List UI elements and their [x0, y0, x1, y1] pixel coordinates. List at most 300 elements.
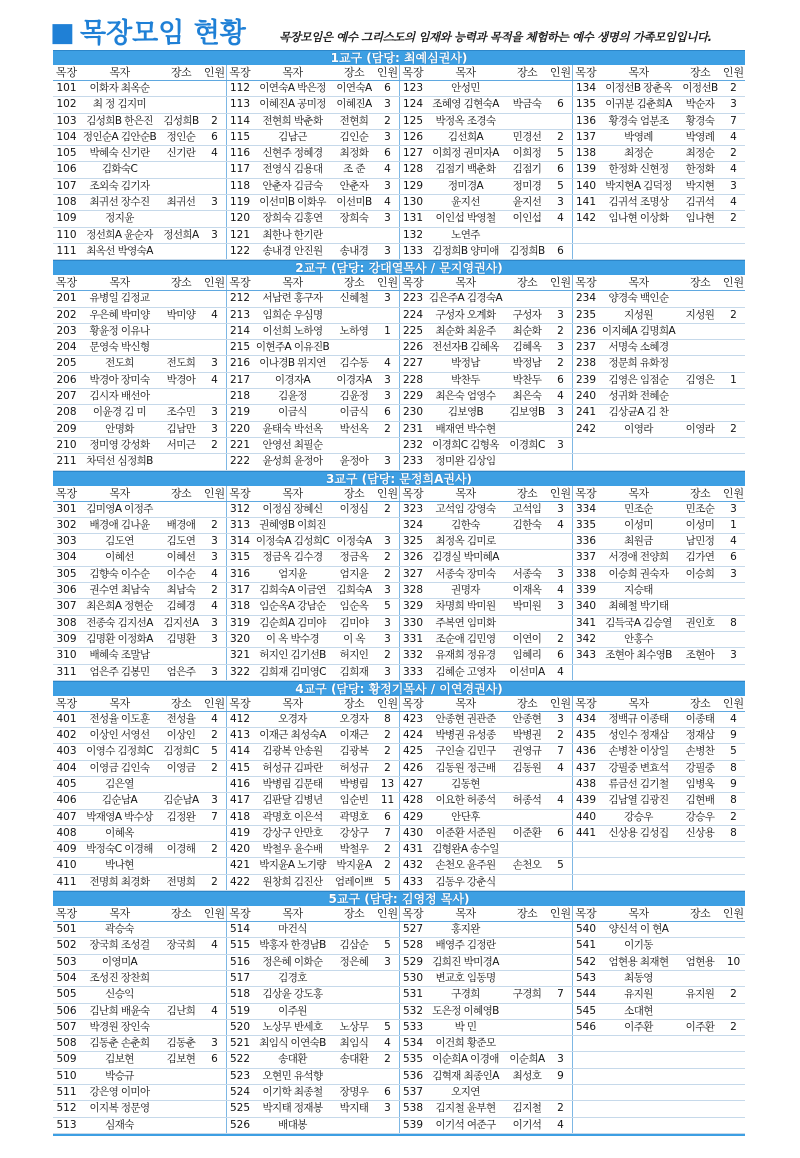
group-number-cell: 508 [56, 1037, 77, 1050]
place-cell [678, 1069, 722, 1084]
headcount-cell [549, 1020, 572, 1035]
headcount-cell: 5 [211, 745, 218, 758]
leader-cell [599, 244, 678, 259]
headcount-cell [203, 922, 226, 937]
headcount-cell: 4 [730, 163, 737, 176]
place-cell: 이영라 [685, 422, 715, 435]
column-header-place: 장소 [170, 907, 192, 921]
headcount-cell [376, 308, 399, 323]
leader-cell: 김선희A [447, 130, 484, 143]
headcount-cell [203, 1069, 226, 1084]
place-cell: 조수민 [166, 406, 196, 419]
leader-cell: 정미영 강성화 [89, 438, 150, 451]
headcount-cell: 6 [384, 147, 391, 160]
place-cell: 강필중 [685, 761, 715, 774]
leader-cell: 안춘자 김금숙 [262, 179, 323, 192]
headcount-cell: 8 [384, 712, 391, 725]
group-number-cell: 331 [399, 632, 426, 647]
group-number-cell: 209 [56, 422, 77, 435]
column-header-leader: 목자 [628, 907, 649, 921]
place-cell: 박경아 [166, 373, 196, 386]
headcount-cell: 3 [730, 649, 737, 662]
column-header-headcount: 인원 [722, 907, 745, 921]
leader-cell: 원창희 김진산 [262, 875, 323, 888]
group-number-cell: 129 [399, 179, 426, 194]
leader-cell: 허지인 김기선B [259, 649, 326, 662]
group-number-cell: 428 [399, 793, 426, 808]
leader-cell: 윤태숙 박선옥 [262, 422, 323, 435]
leader-cell: 김미영A 이정주 [86, 502, 153, 515]
headcount-cell: 4 [211, 712, 218, 725]
column-header-row [53, 275, 745, 291]
group-number-cell: 407 [56, 810, 77, 823]
headcount-cell: 5 [557, 179, 564, 192]
group-number-cell: 423 [399, 712, 426, 727]
place-cell [678, 340, 722, 355]
group-number-cell: 301 [56, 502, 77, 515]
group-number-cell: 212 [226, 291, 253, 306]
headcount-cell: 5 [384, 939, 391, 952]
leader-cell: 박재영A 박수상 [86, 810, 153, 823]
headcount-cell: 6 [557, 98, 564, 111]
leader-cell: 신현주 정혜경 [262, 147, 323, 160]
column-header-group-number: 목장 [55, 66, 78, 79]
group-number-cell: 401 [56, 712, 77, 725]
headcount-cell: 3 [384, 98, 391, 111]
group-number-cell: 307 [56, 600, 77, 613]
leader-cell: 김득국A 김승열 [605, 616, 672, 629]
headcount-cell [549, 971, 572, 986]
leader-cell: 김명환 이정화A [86, 632, 153, 645]
leader-cell: 박지윤A 노기량 [259, 859, 326, 872]
headcount-cell [203, 81, 226, 96]
place-cell: 이준환 [512, 826, 542, 839]
place-cell [159, 777, 203, 792]
group-number-cell: 306 [56, 584, 77, 597]
place-cell: 최임식 [339, 1037, 369, 1050]
leader-cell: 서명숙 소혜경 [608, 341, 669, 354]
headcount-cell [203, 502, 226, 517]
table-row [53, 793, 745, 809]
group-number-cell: 433 [399, 875, 426, 890]
leader-cell: 이혜옥 [105, 826, 134, 839]
group-number-cell: 501 [56, 923, 77, 936]
place-cell: 이재옥 [512, 584, 542, 597]
leader-cell: 최귀선 장수진 [89, 196, 150, 209]
leader-cell: 안종현 권관준 [435, 712, 496, 725]
headcount-cell [722, 438, 745, 453]
group-number-cell: 512 [56, 1102, 77, 1115]
place-cell [159, 826, 203, 841]
leader-cell: 박 민 [454, 1020, 477, 1033]
headcount-cell: 2 [384, 551, 391, 564]
group-number-cell: 217 [226, 373, 253, 388]
leader-cell: 전영식 김용대 [262, 163, 323, 176]
leader-cell [599, 454, 678, 469]
place-cell: 손병찬 [685, 745, 715, 758]
group-number-cell: 321 [226, 648, 253, 663]
place-cell: 최정순 [685, 147, 715, 160]
place-cell [678, 583, 722, 598]
column-header-place: 장소 [689, 696, 711, 710]
headcount-cell: 6 [211, 1053, 218, 1066]
place-cell: 최귀선 [166, 196, 196, 209]
headcount-cell: 4 [557, 390, 564, 403]
headcount-cell [722, 938, 745, 953]
leader-cell [599, 1069, 678, 1084]
headcount-cell: 3 [211, 794, 218, 807]
place-cell [159, 340, 203, 355]
leader-cell: 이인섭 박영철 [435, 212, 496, 225]
headcount-cell: 9 [730, 729, 737, 742]
headcount-cell: 2 [557, 130, 564, 143]
headcount-cell: 6 [384, 82, 391, 94]
headcount-cell: 10 [726, 955, 741, 968]
column-header-leader: 목자 [455, 696, 476, 710]
group-number-cell [572, 842, 599, 857]
leader-cell: 이희정 권미자A [432, 147, 499, 160]
place-cell [678, 438, 722, 453]
headcount-cell [203, 340, 226, 355]
leader-cell: 성귀화 전혜순 [608, 390, 669, 403]
leader-cell: 구인술 김민구 [435, 745, 496, 758]
leader-cell: 소대현 [624, 1004, 653, 1017]
headcount-cell: 7 [384, 826, 391, 839]
leader-cell [599, 875, 678, 890]
headcount-cell: 2 [557, 632, 564, 645]
leader-cell: 권명자 [451, 584, 480, 597]
group-number-cell: 537 [399, 1085, 426, 1100]
place-cell: 박미양 [166, 308, 196, 321]
place-cell: 남민정 [685, 535, 715, 548]
leader-cell: 김희진 박미경A [432, 955, 499, 968]
leader-cell: 장희숙 김홍연 [262, 212, 323, 225]
group-number-cell: 204 [56, 341, 77, 354]
headcount-cell: 2 [211, 584, 218, 597]
column-header-group-number: 목장 [572, 906, 599, 921]
column-header-group-number: 목장 [226, 696, 253, 711]
headcount-cell: 4 [211, 373, 218, 386]
place-cell [678, 389, 722, 404]
place-cell: 김미야 [339, 616, 369, 629]
table-row [53, 616, 745, 632]
leader-cell: 강필중 변효석 [608, 761, 669, 774]
table-row [53, 162, 745, 178]
place-cell: 김가연 [685, 551, 715, 564]
parish-section-3 [53, 471, 745, 681]
place-cell: 이인섭 [512, 212, 542, 225]
headcount-cell: 3 [384, 584, 391, 597]
group-number-cell: 325 [399, 534, 426, 549]
headcount-cell [376, 1004, 399, 1019]
leader-cell: 조혜영 김현숙A [432, 98, 499, 111]
headcount-cell: 2 [384, 502, 391, 515]
group-number-cell: 206 [56, 373, 77, 386]
headcount-cell: 3 [211, 535, 218, 548]
headcount-cell: 2 [557, 357, 564, 370]
leader-cell: 이혜선 [105, 551, 134, 564]
place-cell: 최정화 [339, 147, 369, 160]
place-cell: 이상인 [166, 729, 196, 742]
leader-cell: 박찬두 [451, 373, 480, 386]
place-cell [678, 938, 722, 953]
headcount-cell [722, 356, 745, 371]
place-cell [332, 308, 376, 323]
leader-cell: 이금식 [278, 406, 307, 419]
place-cell [505, 114, 549, 129]
headcount-cell: 3 [557, 712, 564, 725]
headcount-cell: 2 [384, 567, 391, 580]
place-cell: 신상용 [685, 826, 715, 839]
place-cell: 김동원 [512, 761, 542, 774]
leader-cell: 조순애 김민영 [435, 632, 496, 645]
group-number-cell: 308 [56, 616, 77, 629]
leader-cell: 정인순A 김안순B [82, 130, 157, 143]
leader-cell: 최정옥 김미로 [435, 535, 496, 548]
group-number-cell: 546 [572, 1020, 599, 1035]
headcount-cell [549, 810, 572, 825]
leader-cell: 배재연 박수현 [435, 422, 496, 435]
group-number-cell: 409 [56, 843, 77, 856]
headcount-cell [722, 340, 745, 355]
place-cell: 김난희 [166, 1004, 196, 1017]
leader-cell: 전종숙 김지선A [86, 616, 153, 629]
group-number-cell: 513 [56, 1118, 77, 1131]
column-header-leader: 목자 [455, 66, 476, 79]
parish-title: 5교구 (담당: 김영정 목사) [53, 891, 745, 906]
column-header-group-number: 목장 [399, 486, 426, 501]
column-header-headcount: 인원 [722, 486, 745, 500]
place-cell: 서종숙 [512, 567, 542, 580]
column-header-group-number: 목장 [399, 65, 426, 80]
place-cell: 박병권 [512, 729, 542, 742]
leader-cell: 정문희 유화정 [608, 357, 669, 370]
place-cell: 이정심 [339, 502, 369, 515]
group-number-cell: 218 [226, 389, 253, 404]
place-cell: 정재삼 [685, 729, 715, 742]
place-cell: 정인순 [166, 130, 196, 143]
place-cell [159, 179, 203, 194]
leader-cell: 최혜철 박기태 [608, 600, 669, 613]
group-number-cell: 228 [399, 373, 426, 388]
group-number-cell: 227 [399, 356, 426, 371]
group-number-cell: 225 [399, 324, 426, 339]
headcount-cell: 4 [557, 1118, 564, 1131]
place-cell: 박정남 [512, 357, 542, 370]
leader-cell: 안단후 [451, 810, 480, 823]
place-cell: 김정희C [163, 745, 199, 758]
headcount-cell [203, 1085, 226, 1100]
place-cell: 박순자 [685, 98, 715, 111]
group-number-cell: 113 [226, 97, 253, 112]
group-number-cell: 334 [572, 502, 599, 517]
group-number-cell: 242 [572, 422, 599, 437]
parish-tables [53, 50, 745, 1136]
place-cell: 이기석 [512, 1118, 542, 1131]
place-cell: 장국희 [166, 939, 196, 952]
leader-cell: 김경호 [278, 971, 307, 984]
group-number-cell: 102 [56, 98, 77, 111]
headcount-cell: 4 [384, 357, 391, 370]
leader-cell: 한정화 신현정 [608, 163, 669, 176]
leader-cell: 김순희A 김미야 [259, 616, 326, 629]
page-header [0, 0, 800, 50]
headcount-cell [203, 454, 226, 469]
place-cell: 이승희 [685, 567, 715, 580]
group-number-cell: 302 [56, 518, 77, 531]
leader-cell: 성인수 정재삼 [608, 729, 669, 742]
leader-cell: 최 정 김지미 [92, 98, 147, 111]
headcount-cell: 4 [384, 163, 391, 176]
column-header-row [53, 65, 745, 81]
leader-cell: 김귀석 조명상 [608, 196, 669, 209]
column-header-group-number: 목장 [226, 486, 253, 501]
leader-cell: 차명희 박미원 [435, 600, 496, 613]
headcount-cell: 2 [730, 308, 737, 321]
place-cell: 김광복 [339, 745, 369, 758]
leader-cell: 박정옥 조경숙 [435, 114, 496, 127]
leader-cell: 강은영 이미아 [89, 1086, 150, 1099]
group-number-cell: 133 [399, 244, 426, 259]
table-row [53, 81, 745, 97]
place-cell: 조 준 [343, 163, 365, 176]
column-header-group-number: 목장 [572, 696, 599, 711]
group-number-cell: 329 [399, 599, 426, 614]
leader-cell: 정지윤 [105, 212, 134, 225]
leader-cell: 안성민 [451, 82, 480, 94]
parish-title: 1교구 (담당: 최예심권사) [53, 50, 745, 65]
group-number-cell: 332 [399, 648, 426, 663]
headcount-cell: 4 [730, 130, 737, 143]
leader-cell: 이승희 권숙자 [608, 567, 669, 580]
column-header-place: 장소 [689, 486, 711, 500]
headcount-cell: 2 [211, 761, 218, 774]
table-row [53, 810, 745, 826]
leader-cell: 박영례 [624, 130, 653, 143]
headcount-cell: 5 [557, 147, 564, 160]
headcount-cell [203, 211, 226, 226]
group-number-cell: 103 [56, 114, 77, 127]
column-header-leader: 목자 [455, 907, 476, 921]
table-row [53, 1085, 745, 1101]
group-number-cell: 538 [399, 1101, 426, 1116]
place-cell [505, 1085, 549, 1100]
column-header-place: 장소 [689, 276, 711, 290]
leader-cell: 김형완A 송수일 [432, 843, 499, 856]
headcount-cell [722, 324, 745, 339]
group-number-cell: 222 [226, 454, 253, 469]
group-number-cell: 339 [572, 583, 599, 598]
leader-cell: 윤지선 [451, 196, 480, 209]
column-header-group-number: 목장 [572, 65, 599, 80]
leader-cell: 김지철 윤부현 [435, 1102, 496, 1115]
headcount-cell: 4 [211, 1004, 218, 1017]
leader-cell: 이기석 여준구 [435, 1118, 496, 1131]
group-number-cell: 122 [226, 244, 253, 259]
headcount-cell [203, 648, 226, 663]
place-cell: 최은숙 [512, 390, 542, 403]
place-cell [678, 858, 722, 873]
table-row [53, 955, 745, 971]
group-number-cell: 223 [399, 291, 426, 306]
parish-section-1 [53, 50, 745, 260]
column-header-group-number: 목장 [572, 486, 599, 501]
leader-cell [599, 1118, 678, 1133]
leader-cell: 서남련 홍구자 [262, 292, 323, 305]
headcount-cell: 6 [557, 163, 564, 176]
headcount-cell: 9 [557, 1069, 564, 1082]
group-number-cell: 221 [226, 438, 253, 453]
place-cell [678, 1036, 722, 1051]
place-cell [159, 987, 203, 1002]
group-number-cell: 232 [399, 438, 426, 453]
group-number-cell: 535 [399, 1052, 426, 1067]
column-header-leader: 목자 [628, 276, 649, 290]
leader-cell: 이주환 [624, 1020, 653, 1033]
parish-title: 4교구 (담당: 황정기목사 / 이연경권사) [53, 681, 745, 696]
headcount-cell [722, 1069, 745, 1084]
leader-cell: 박경원 장인숙 [89, 1020, 150, 1033]
group-number-cell: 104 [56, 130, 77, 143]
group-number-cell: 141 [572, 195, 599, 210]
leader-cell: 지승태 [624, 584, 653, 597]
place-cell [505, 777, 549, 792]
group-number-cell: 125 [399, 114, 426, 129]
column-header-leader: 목자 [282, 696, 303, 710]
place-cell [678, 405, 722, 420]
place-cell: 이순희A [509, 1053, 545, 1066]
leader-cell: 김은열 [105, 777, 134, 790]
group-number-cell: 215 [226, 340, 253, 355]
group-number-cell: 134 [572, 81, 599, 96]
place-cell: 송대환 [339, 1053, 369, 1066]
place-cell: 강승우 [685, 810, 715, 823]
leader-cell [599, 1036, 678, 1051]
headcount-cell: 9 [730, 777, 737, 790]
leader-cell: 엄현용 최재현 [608, 955, 669, 968]
place-cell: 이영금 [166, 761, 196, 774]
place-cell [505, 454, 549, 469]
place-cell: 전명희 [166, 875, 196, 888]
group-number-cell: 235 [572, 308, 599, 323]
group-number-cell: 229 [399, 389, 426, 404]
place-cell [332, 971, 376, 986]
group-number-cell: 317 [226, 583, 253, 598]
group-number-cell: 414 [226, 744, 253, 759]
headcount-cell: 3 [384, 955, 391, 968]
headcount-cell [722, 1101, 745, 1116]
headcount-cell [376, 922, 399, 937]
headcount-cell [203, 291, 226, 306]
headcount-cell: 2 [211, 518, 218, 531]
headcount-cell: 2 [384, 843, 391, 856]
table-row [53, 244, 745, 260]
headcount-cell [203, 971, 226, 986]
headcount-cell: 6 [384, 1086, 391, 1099]
place-cell: 이경희C [509, 438, 545, 451]
place-cell [678, 324, 722, 339]
place-cell [505, 922, 549, 937]
place-cell: 정선희A [163, 228, 199, 241]
group-number-cell: 230 [399, 405, 426, 420]
place-cell: 이경해 [166, 843, 196, 856]
table-row [53, 744, 745, 760]
table-row [53, 308, 745, 324]
leader-cell: 최은희A 정현순 [86, 600, 153, 613]
group-number-cell: 236 [572, 324, 599, 339]
place-cell: 김수동 [339, 357, 369, 370]
table-row [53, 454, 745, 470]
